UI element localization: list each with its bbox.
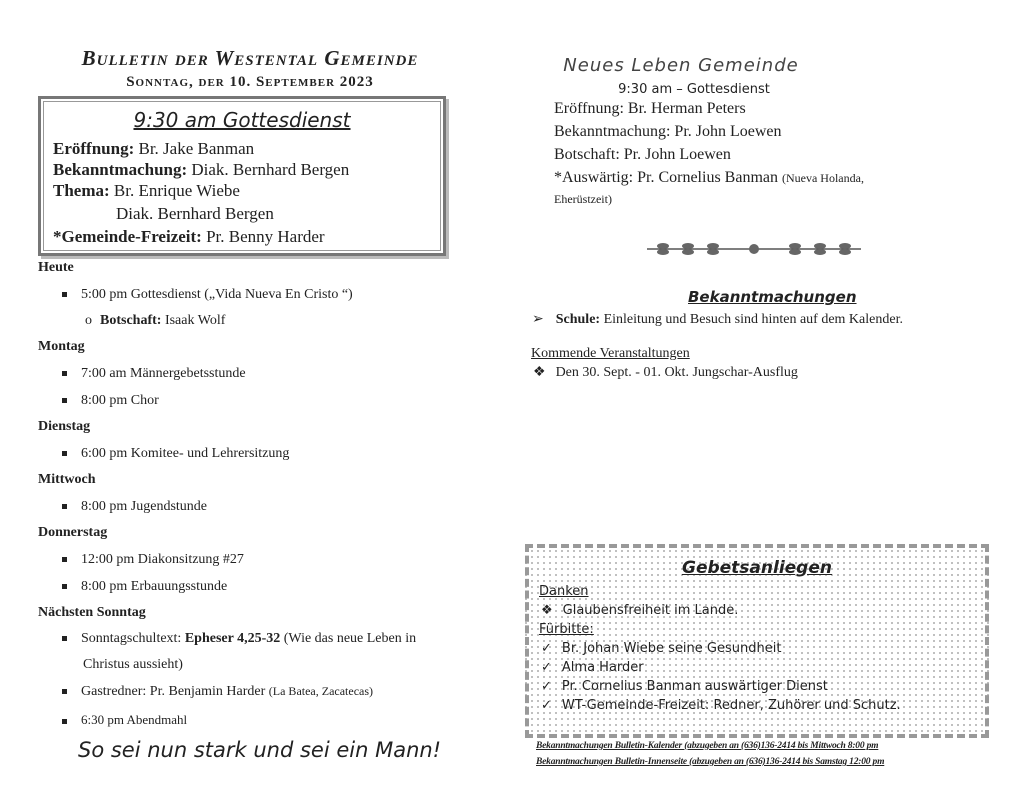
right-row-message: Botschaft: Pr. John Loewen (554, 146, 731, 163)
diamond-bullet-icon: ❖ (541, 603, 553, 618)
list-item: 5:00 pm Gottesdienst („Vida Nueva En Cristo “) (62, 287, 353, 303)
day-heading-heute: Heute (38, 260, 74, 275)
motto: So sei nun stark und sei ein Mann! (78, 738, 442, 762)
prayer-item: ✓ Pr. Cornelius Banman auswärtiger Dienst (541, 679, 828, 694)
list-item-continuation: Christus aussieht) (83, 657, 183, 672)
bullet-icon (62, 371, 67, 376)
bullet-icon (62, 636, 67, 641)
service-row-retreat (53, 227, 325, 247)
events-heading: Kommende Veranstaltungen (531, 346, 690, 361)
service-row-value: Br. Enrique Wiebe (109, 181, 240, 200)
service-box (38, 96, 446, 256)
day-heading-mittwoch: Mittwoch (38, 472, 96, 487)
check-icon: ✓ (541, 660, 552, 675)
list-item: 8:00 pm Jugendstunde (62, 499, 207, 515)
service-row-theme (53, 181, 240, 201)
service-row-value: Br. Jake Banman (134, 139, 255, 158)
announcements-heading: Bekanntmachungen (688, 288, 857, 306)
footer-note-calendar: Bekanntmachungen Bulletin-Kalender (abzugeben an (636)136-2414 bis Mittwoch 8:00 pm (536, 741, 879, 751)
list-item: 7:00 am Männergebetsstunde (62, 366, 246, 382)
prayer-item: ✓ WT-Gemeinde-Freizeit: Redner, Zuhörer und Schutz. (541, 698, 901, 713)
left-bulletin-date: Sonntag, der 10. September 2023 (126, 74, 374, 90)
right-row-abroad-cont: Eherüstzeit) (554, 192, 612, 206)
arrow-bullet-icon: ➢ (532, 312, 544, 327)
ornament-divider-icon (643, 240, 865, 258)
service-row-label: Eröffnung: (53, 139, 135, 158)
service-row-theme-second (116, 204, 274, 224)
right-row-abroad: *Auswärtig: Pr. Cornelius Banman (Nueva Holanda, (554, 169, 864, 186)
bullet-icon (62, 584, 67, 589)
right-row-opening: Eröffnung: Br. Herman Peters (554, 100, 746, 117)
check-icon: ✓ (541, 679, 552, 694)
bullet-icon (62, 719, 67, 724)
service-row-opening (53, 139, 254, 159)
list-item: 8:00 pm Erbauungsstunde (62, 579, 227, 595)
service-row-value: Pr. Benny Harder (201, 227, 325, 246)
right-church-title: Neues Leben Gemeinde (563, 55, 799, 76)
service-row-announcement (53, 160, 349, 180)
bullet-icon (62, 557, 67, 562)
check-icon: ✓ (541, 698, 552, 713)
list-item: 12:00 pm Diakonsitzung #27 (62, 552, 244, 568)
prayer-intercession-heading: Fürbitte: (539, 622, 594, 637)
day-heading-dienstag: Dienstag (38, 419, 91, 434)
footer-note-inside-page: Bekanntmachungen Bulletin-Innenseite (abzugeben an (636)136-2414 bis Samstag 12:00 pm (536, 757, 885, 767)
prayer-item: ✓ Alma Harder (541, 660, 644, 675)
day-heading-naechster-sonntag: Nächsten Sonntag (38, 605, 146, 620)
service-box-heading: 9:30 am Gottesdienst (133, 108, 351, 132)
event-item: ❖ Den 30. Sept. - 01. Okt. Jungschar-Ausflug (533, 365, 798, 380)
left-bulletin-title: Bulletin der Westental Gemeinde (81, 46, 419, 70)
announcement-school: ➢ Schule: Einleitung und Besuch sind hinten auf dem Kalender. (532, 312, 903, 327)
service-row-label: Bekanntmachung: (53, 160, 188, 179)
prayer-box (525, 544, 989, 738)
prayer-thanks-heading: Danken (539, 584, 589, 599)
bullet-icon (62, 292, 67, 297)
circle-bullet-icon: o (85, 313, 92, 328)
list-item: 8:00 pm Chor (62, 393, 159, 409)
right-row-announcement: Bekanntmachung: Pr. John Loewen (554, 123, 782, 140)
service-row-label: Thema: (53, 181, 110, 200)
prayer-heading: Gebetsanliegen (682, 558, 832, 578)
service-row-value: Diak. Bernhard Bergen (187, 160, 350, 179)
list-item: 6:00 pm Komitee- und Lehrersitzung (62, 446, 289, 462)
bullet-icon (62, 504, 67, 509)
prayer-item: ✓ Br. Johan Wiebe seine Gesundheit (541, 641, 782, 656)
service-row-label: *Gemeinde-Freizeit: (53, 227, 202, 246)
list-item: Gastredner: Pr. Benjamin Harder (La Batea, Zacatecas) (62, 684, 373, 700)
prayer-thanks-item: ❖ Glaubensfreiheit im Lande. (541, 603, 739, 618)
list-item: Sonntagschultext: Epheser 4,25-32 (Wie das neue Leben in (62, 631, 416, 647)
list-sub-item: o Botschaft: Isaak Wolf (85, 313, 226, 328)
day-heading-montag: Montag (38, 339, 85, 354)
diamond-bullet-icon: ❖ (533, 365, 546, 380)
list-item: 6:30 pm Abendmahl (62, 712, 187, 728)
bullet-icon (62, 451, 67, 456)
right-service-heading: 9:30 am – Gottesdienst (618, 82, 770, 97)
service-row-value: Diak. Bernhard Bergen (116, 204, 274, 223)
bullet-icon (62, 398, 67, 403)
bullet-icon (62, 689, 67, 694)
day-heading-donnerstag: Donnerstag (38, 525, 108, 540)
check-icon: ✓ (541, 641, 552, 656)
